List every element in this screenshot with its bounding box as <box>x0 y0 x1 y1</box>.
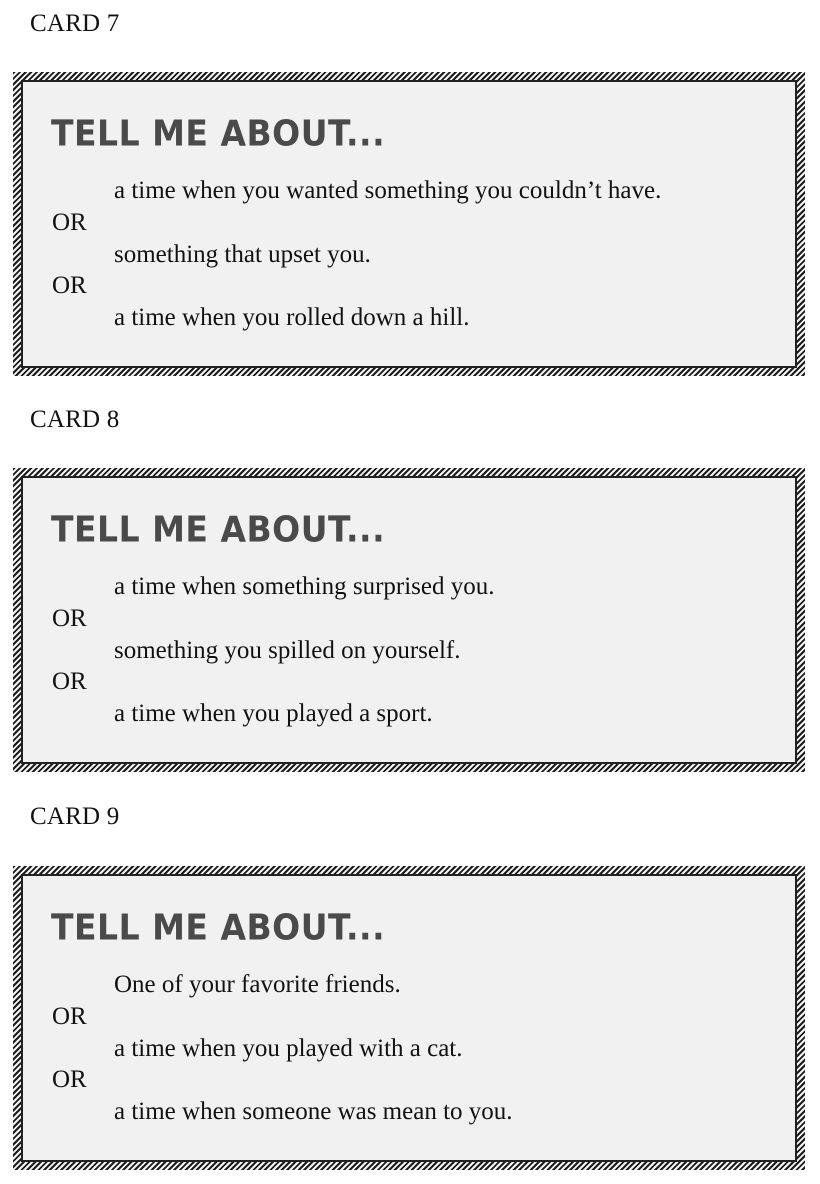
card-label: CARD 8 <box>30 406 120 433</box>
card-body <box>21 874 797 1162</box>
card-8 <box>13 468 805 772</box>
card-heading: TELL ME ABOUT... <box>51 508 386 551</box>
card-option: a time when you played a sport. <box>114 700 433 727</box>
card-option: something you spilled on yourself. <box>114 637 461 664</box>
card-body <box>21 476 797 764</box>
card-option: a time when someone was mean to you. <box>114 1098 513 1125</box>
card-heading: TELL ME ABOUT... <box>51 906 386 949</box>
card-heading: TELL ME ABOUT... <box>51 112 386 155</box>
card-body <box>21 80 797 368</box>
or-separator: OR <box>52 605 87 632</box>
card-option: something that upset you. <box>114 241 371 268</box>
or-separator: OR <box>52 272 87 299</box>
card-9 <box>13 866 805 1170</box>
or-separator: OR <box>52 1066 87 1093</box>
card-option: a time when you played with a cat. <box>114 1035 463 1062</box>
card-label: CARD 7 <box>30 10 120 37</box>
card-label: CARD 9 <box>30 803 120 830</box>
or-separator: OR <box>52 209 87 236</box>
card-7 <box>13 72 805 376</box>
card-option: a time when you rolled down a hill. <box>114 304 470 331</box>
card-option: One of your favorite friends. <box>114 971 401 998</box>
card-option: a time when something surprised you. <box>114 573 495 600</box>
or-separator: OR <box>52 1003 87 1030</box>
or-separator: OR <box>52 668 87 695</box>
card-option: a time when you wanted something you couldn’t have. <box>114 177 662 204</box>
